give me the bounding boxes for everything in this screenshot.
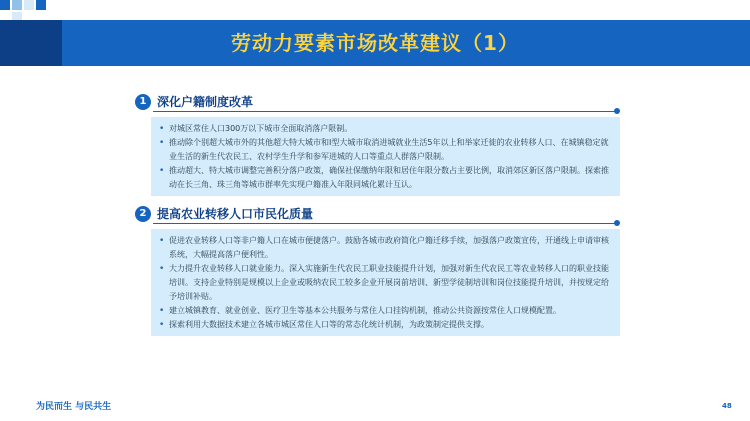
section-underline	[153, 223, 616, 224]
section-content-box	[151, 229, 620, 336]
bullet-item: • 大力提升农业转移人口就业能力。深入实施新生代农民工职业技能提升计划，加强对新生代农民工等农业转移人口的职业技能培训。支持企业特别是规模以上企业或吸纳农民工较多企业开展岗前培训、新型学徒制培训和岗位技能提升培训，并按规定给予培训补贴。	[159, 262, 612, 304]
underline-dot	[614, 220, 620, 226]
bullet-item: • 探索利用大数据技术建立各城市城区常住人口等的常态化统计机制，为政策制定提供支撑。	[159, 318, 612, 332]
deco-square	[24, 0, 34, 10]
bullet-item: • 促进农业转移人口等非户籍人口在城市便捷落户。鼓励各城市政府简化户籍迁移手续，加强落户政策宣传，开通线上申请审核系统，大幅提高落户便利性。	[159, 234, 612, 262]
bullet-item: • 推动除个别超大城市外的其他超大特大城市和Ⅰ型大城市取消进城就业生活5年以上和举家迁徙的农业转移人口、在城镇稳定就业生活的新生代农民工、农村学生升学和参军进城的人口等重点人群落户限制。	[159, 136, 612, 164]
section-number-badge: 2	[135, 206, 151, 222]
footer-slogan: 为民而生 与民共生	[36, 402, 112, 412]
underline-dot	[614, 108, 620, 114]
bullet-item: • 对城区常住人口300万以下城市全面取消落户限制。	[159, 122, 612, 136]
bullet-item: • 建立城镇教育、就业创业、医疗卫生等基本公共服务与常住人口挂钩机制，推动公共资源按常住人口规模配置。	[159, 304, 612, 318]
section-household-registration	[135, 92, 620, 196]
section-underline	[153, 111, 616, 112]
section-content-box	[151, 117, 620, 196]
deco-square	[12, 0, 22, 10]
bullet-item: • 推动超大、特大城市调整完善积分落户政策，确保社保缴纳年限和居住年限分数占主要比例，取消郊区新区落户限制。探索推动在长三角、珠三角等城市群率先实现户籍准入年限同城化累计互认。	[159, 164, 612, 192]
section-number-badge: 1	[135, 94, 151, 110]
section-header	[135, 204, 620, 224]
section-header	[135, 92, 620, 112]
deco-square	[0, 0, 10, 10]
deco-square	[36, 0, 46, 10]
section-title: 深化户籍制度改革	[157, 95, 254, 109]
page-title: 劳动力要素市场改革建议（1）	[231, 31, 519, 55]
section-citizenization-quality	[135, 204, 620, 336]
section-title: 提高农业转移人口市民化质量	[157, 207, 314, 221]
page-number: 48	[722, 402, 732, 410]
